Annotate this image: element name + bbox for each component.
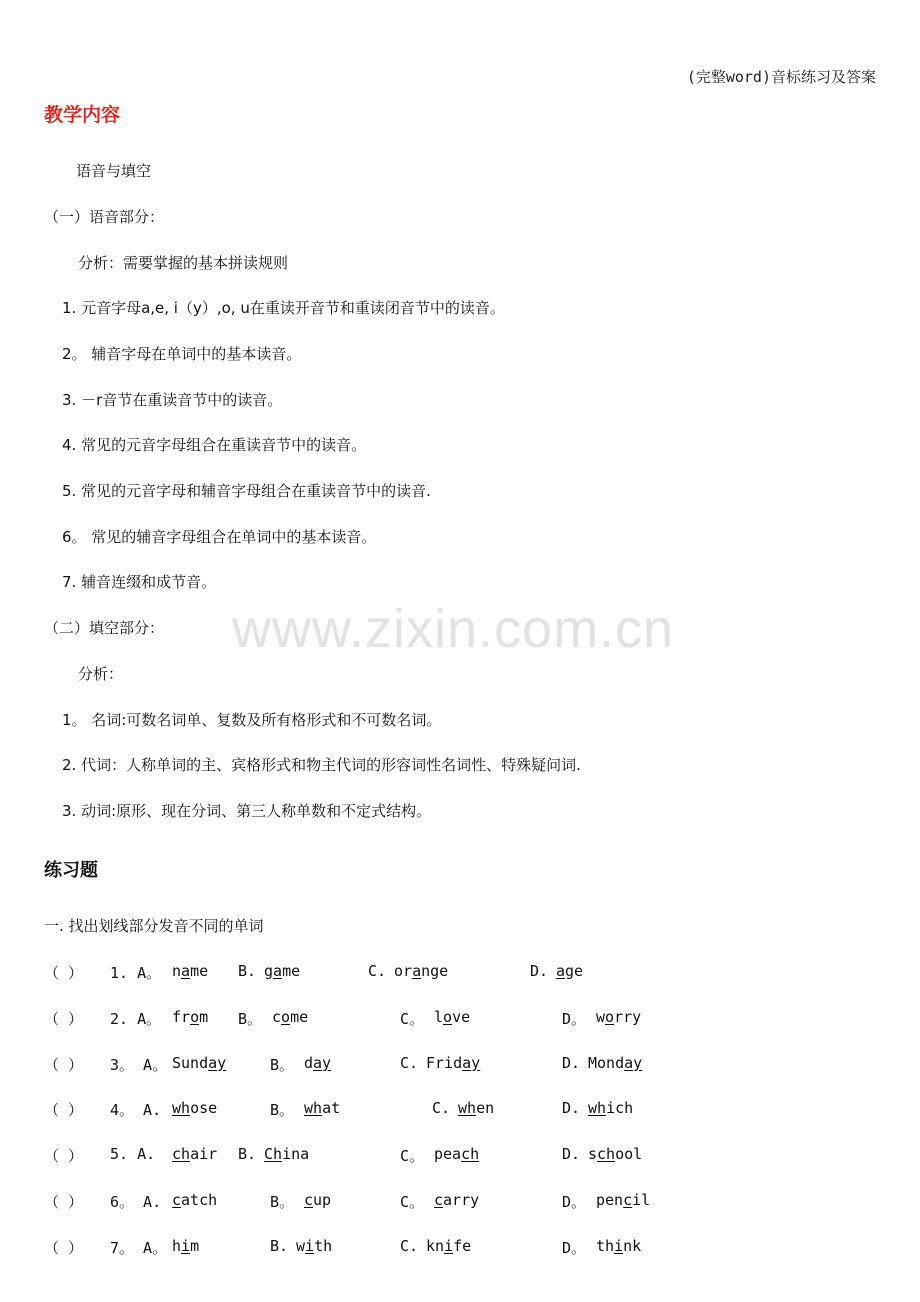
underlined-letters: a xyxy=(273,962,283,980)
underlined-letters: c xyxy=(172,1191,182,1209)
underlined-letters: c xyxy=(623,1191,633,1209)
underlined-letters: ch xyxy=(597,1145,616,1163)
option-a-word: name xyxy=(172,962,209,980)
underlined-letters: o xyxy=(190,1008,200,1026)
underlined-letters: a xyxy=(556,962,566,980)
option-c-word: peach xyxy=(434,1145,480,1163)
underlined-letters: wh xyxy=(304,1099,323,1117)
answer-blank[interactable]: （ ） xyxy=(44,1056,84,1074)
topic-line: 语音与填空 xyxy=(76,162,152,180)
option-a-word: chair xyxy=(172,1145,218,1163)
underlined-letters: i xyxy=(614,1237,624,1255)
underlined-letters: ay xyxy=(462,1054,481,1072)
underlined-letters: i xyxy=(444,1237,454,1255)
option-a-word: Sunday xyxy=(172,1054,227,1072)
option-d-word: which xyxy=(588,1099,634,1117)
option-d-label: D. xyxy=(562,1145,581,1163)
underlined-letters: c xyxy=(304,1191,314,1209)
underlined-letters: o xyxy=(605,1008,615,1026)
option-b-word: cup xyxy=(304,1191,332,1209)
rule-item: 6。 常见的辅音字母组合在单词中的基本读音。 xyxy=(62,528,377,546)
option-b-label: B. xyxy=(238,962,257,980)
option-a-word: him xyxy=(172,1237,200,1255)
underlined-letters: ay xyxy=(208,1054,227,1072)
option-b-label: B。 xyxy=(270,1193,295,1211)
option-b-word: with xyxy=(296,1237,333,1255)
option-d-label: D. xyxy=(562,1054,581,1072)
rule-item: 2。 辅音字母在单词中的基本读音。 xyxy=(62,345,302,363)
option-a-word: catch xyxy=(172,1191,218,1209)
rule-item: 1. 元音字母a,e, i（y）,o, u在重读开音节和重读闭音节中的读音。 xyxy=(62,299,505,317)
option-c-label: C. xyxy=(432,1099,451,1117)
underlined-letters: c xyxy=(434,1191,444,1209)
option-d-word: Monday xyxy=(588,1054,643,1072)
question-number: 1. A。 xyxy=(110,964,162,982)
underlined-letters: ay xyxy=(313,1054,332,1072)
option-c-label: C。 xyxy=(400,1193,425,1211)
teaching-content-heading: 教学内容 xyxy=(44,104,121,126)
option-b-word: what xyxy=(304,1099,341,1117)
option-c-word: when xyxy=(458,1099,495,1117)
underlined-letters: wh xyxy=(588,1099,607,1117)
option-a-word: from xyxy=(172,1008,209,1026)
option-c-word: knife xyxy=(426,1237,472,1255)
rule-item: 5. 常见的元音字母和辅音字母组合在重读音节中的读音. xyxy=(62,482,431,500)
option-b-label: B。 xyxy=(270,1101,295,1119)
grammar-item: 2. 代词：人称单词的主、宾格形式和物主代词的形容词性名词性、特殊疑问词. xyxy=(62,756,581,774)
exercise-heading: 练习题 xyxy=(44,860,98,881)
option-c-label: C. xyxy=(368,962,387,980)
answer-blank[interactable]: （ ） xyxy=(44,1193,84,1211)
option-d-label: D。 xyxy=(562,1193,587,1211)
exercise-instruction: 一. 找出划线部分发音不同的单词 xyxy=(44,917,264,935)
underlined-letters: o xyxy=(443,1008,453,1026)
answer-blank[interactable]: （ ） xyxy=(44,1010,84,1028)
answer-blank[interactable]: （ ） xyxy=(44,964,84,982)
underlined-letters: i xyxy=(305,1237,315,1255)
underlined-letters: a xyxy=(181,962,191,980)
option-d-label: D。 xyxy=(562,1239,587,1257)
grammar-item: 3. 动词:原形、现在分词、第三人称单数和不定式结构。 xyxy=(62,802,432,820)
rule-item: 7. 辅音连缀和成节音。 xyxy=(62,573,217,591)
option-c-label: C. xyxy=(400,1237,419,1255)
question-number: 6。 A. xyxy=(110,1193,162,1211)
option-d-word: worry xyxy=(596,1008,642,1026)
question-number: 5. A. xyxy=(110,1145,156,1163)
option-a-word: whose xyxy=(172,1099,218,1117)
question-number: 4。 A. xyxy=(110,1101,162,1119)
underlined-letters: wh xyxy=(172,1099,191,1117)
question-number: 3。 A。 xyxy=(110,1056,168,1074)
option-d-label: D. xyxy=(562,1099,581,1117)
underlined-letters: Ch xyxy=(264,1145,283,1163)
underlined-letters: wh xyxy=(458,1099,477,1117)
option-c-word: carry xyxy=(434,1191,480,1209)
part1-title: （一）语音部分： xyxy=(44,208,165,226)
underlined-letters: i xyxy=(181,1237,191,1255)
option-c-label: C。 xyxy=(400,1010,425,1028)
option-c-word: Friday xyxy=(426,1054,481,1072)
option-c-label: C。 xyxy=(400,1147,425,1165)
option-d-word: school xyxy=(588,1145,643,1163)
option-b-label: B. xyxy=(238,1145,257,1163)
answer-blank[interactable]: （ ） xyxy=(44,1101,84,1119)
option-b-label: B。 xyxy=(238,1010,263,1028)
option-c-word: orange xyxy=(394,962,449,980)
document-title-header: (完整word)音标练习及答案 xyxy=(686,68,876,86)
option-b-word: China xyxy=(264,1145,310,1163)
option-c-word: love xyxy=(434,1008,471,1026)
rule-item: 4. 常见的元音字母组合在重读音节中的读音。 xyxy=(62,436,367,454)
part1-analysis: 分析：需要掌握的基本拼读规则 xyxy=(78,254,289,272)
option-d-word: pencil xyxy=(596,1191,651,1209)
option-b-word: come xyxy=(272,1008,309,1026)
option-b-label: B. xyxy=(270,1237,289,1255)
underlined-letters: ch xyxy=(461,1145,480,1163)
underlined-letters: a xyxy=(412,962,422,980)
option-d-word: think xyxy=(596,1237,642,1255)
question-number: 2. A。 xyxy=(110,1010,162,1028)
question-number: 7。 A。 xyxy=(110,1239,168,1257)
part2-analysis: 分析： xyxy=(78,665,124,683)
option-b-word: game xyxy=(264,962,301,980)
option-d-label: D. xyxy=(530,962,549,980)
option-b-label: B。 xyxy=(270,1056,295,1074)
answer-blank[interactable]: （ ） xyxy=(44,1239,84,1257)
part2-title: （二）填空部分： xyxy=(44,619,165,637)
grammar-item: 1。 名词:可数名词单、复数及所有格形式和不可数名词。 xyxy=(62,711,442,729)
option-b-word: day xyxy=(304,1054,332,1072)
rule-item: 3. －r音节在重读音节中的读音。 xyxy=(62,391,283,409)
underlined-letters: ch xyxy=(172,1145,191,1163)
underlined-letters: o xyxy=(281,1008,291,1026)
answer-blank[interactable]: （ ） xyxy=(44,1147,84,1165)
option-d-label: D。 xyxy=(562,1010,587,1028)
underlined-letters: ay xyxy=(624,1054,643,1072)
option-c-label: C. xyxy=(400,1054,419,1072)
option-d-word: age xyxy=(556,962,584,980)
watermark: www.zixin.com.cn xyxy=(232,599,675,659)
